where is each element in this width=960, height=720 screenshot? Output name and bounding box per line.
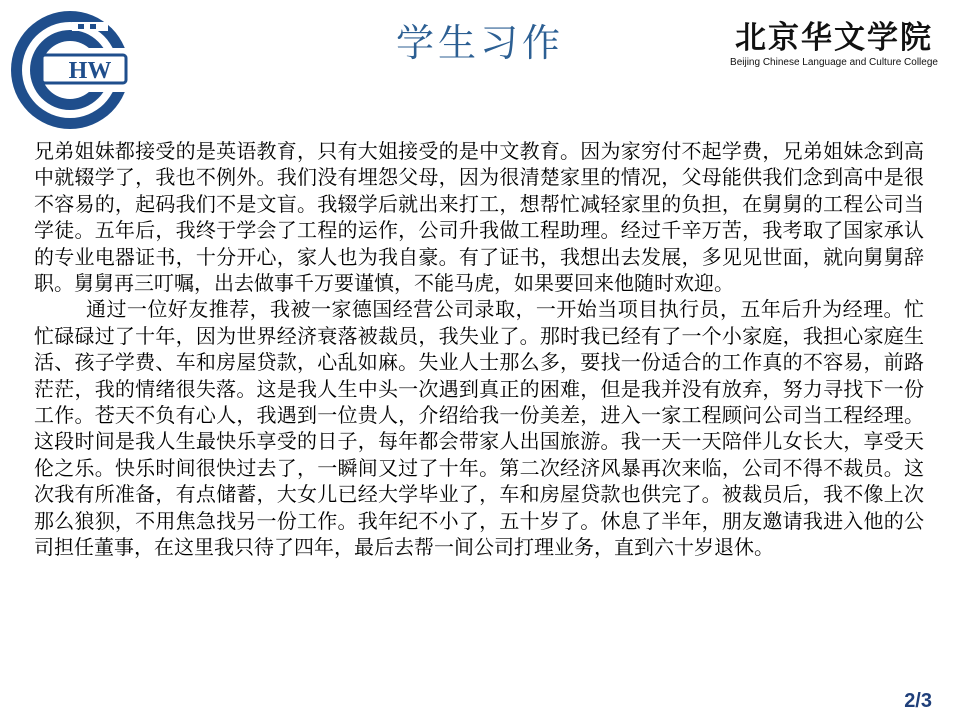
essay-paragraph-1: 兄弟姐妹都接受的是英语教育，只有大姐接受的是中文教育。因为家穷付不起学费，兄弟姐妹念到高中就辍学了，我也不例外。我们没有埋怨父母，因为很清楚家里的情况，父母能供我们念到高中是很不容易的，起码我们不是文盲。我辍学后就出来打工，想帮忙减轻家里的负担，在舅舅的工程公司当学徒。五年后，我终于学会了工程的运作，公司升我做工程助理。经过千辛万苦，我考取了国家承认的专业电器证书，十分开心，家人也为我自豪。有了证书，我想出去发展，多见见世面，就向舅舅辞职。舅舅再三叮嘱，出去做事千万要谨慎，不能马虎，如果要回来他随时欢迎。	[34, 139, 924, 296]
essay-body	[34, 138, 924, 561]
page-title: 学生习作	[395, 21, 564, 65]
college-name-cn: 北京华文学院	[735, 20, 933, 56]
svg-text:HW: HW	[68, 58, 112, 84]
college-logo	[8, 8, 132, 132]
essay-paragraph-2: 通过一位好友推荐，我被一家德国经营公司录取，一开始当项目执行员，五年后升为经理。忙忙碌碌过了十年，因为世界经济衰落被裁员，我失业了。那时我已经有了一个小家庭，我担心家庭生活、孩子学费、车和房屋贷款，心乱如麻。失业人士那么多，要找一份适合的工作真的不容易，前路茫茫，我的情绪很失落。这是我人生中头一次遇到真正的困难，但是我并没有放弃，努力寻找下一份工作。苍天不负有心人，我遇到一位贵人，介绍给我一份美差，进入一家工程顾问公司当工程经理。这段时间是我人生最快乐享受的日子，每年都会带家人出国旅游。我一天一天陪伴儿女长大，享受天伦之乐。快乐时间很快过去了，一瞬间又过了十年。第二次经济风暴再次来临，公司不得不裁员。这次我有所准备，有点储蓄，大女儿已经大学毕业了，车和房屋贷款也供完了。被裁员后，我不像上次那么狼狈，不用焦急找另一份工作。我年纪不小了，五十岁了。休息了半年，朋友邀请我进入他的公司担任董事，在这里我只待了四年，最后去帮一间公司打理业务，直到六十岁退休。	[34, 297, 924, 560]
college-name-en: Beijing Chinese Language and Culture College	[730, 57, 938, 68]
chw-logo-icon	[8, 8, 132, 132]
page-number: 2/3	[904, 690, 932, 712]
